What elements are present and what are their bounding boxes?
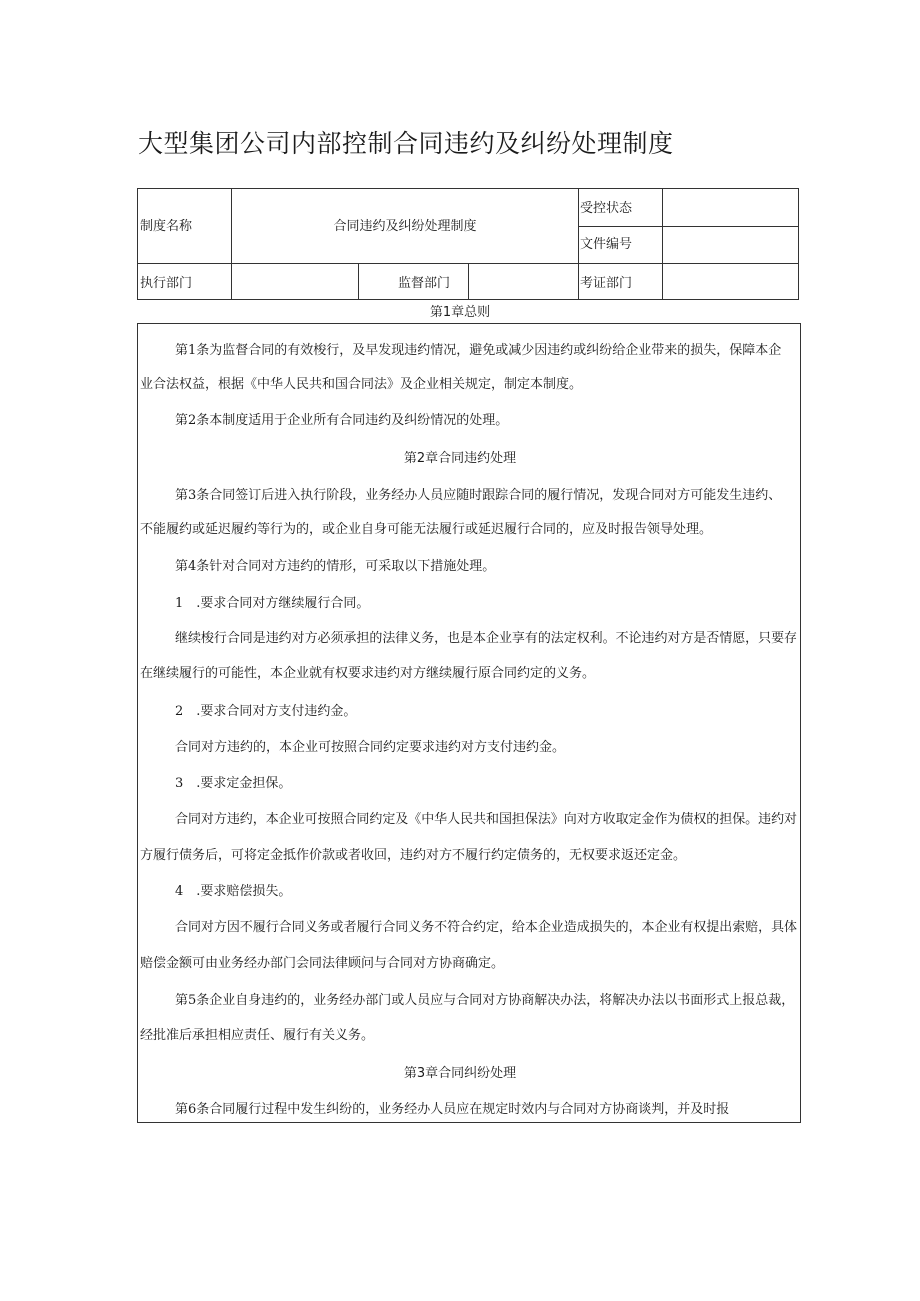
meta-divider <box>578 189 579 299</box>
paragraph-line: 不能履约或延迟履约等行为的，或企业自身可能无法履行或延迟履行合同的，应及时报告领导处理。 <box>140 522 713 537</box>
paragraph-line: 经批准后承担相应责任、履行有关义务。 <box>140 1028 375 1043</box>
meta-divider <box>578 226 799 227</box>
paragraph-line: 继续梭行合同是违约对方必须承担的法律义务，也是本企业享有的法定权利。不论违约对方是否情愿，只要存 <box>175 631 798 646</box>
meta-name-value: 合同违约及纠纷处理制度 <box>333 219 477 234</box>
meta-divider <box>468 263 469 299</box>
list-item: 4 .要求赔偿损失。 <box>175 884 292 899</box>
list-item: 2 .要求合同对方支付违约金。 <box>175 704 357 719</box>
paragraph-line: 方履行债务后，可将定金抵作价款或者收回，违约对方不履行约定债务的，无权要求返还定金。 <box>140 848 687 863</box>
paragraph-line: 第1条为监督合同的有效梭行，及早发现违约情况，避免或减少因违约或纠纷给企业带来的损失，保障本企 <box>175 343 782 358</box>
paragraph-line: 第4条针对合同对方违约的情形，可采取以下措施处理。 <box>175 559 496 574</box>
meta-exec-dept-label: 执行部门 <box>140 276 193 291</box>
meta-supervise-dept-label: 监督部门 <box>398 276 451 291</box>
meta-doc-no-label: 文件编号 <box>580 237 633 252</box>
chapter-heading: 第2章合同违约处理 <box>403 451 517 466</box>
paragraph-line: 赔偿金额可由业务经办部门会同法律顾问与合同对方协商确定。 <box>140 956 505 971</box>
paragraph-line: 第3条合同签订后进入执行阶段，业务经办人员应随时跟踪合同的履行情况，发现合同对方可能发生违约、 <box>175 488 782 503</box>
paragraph-line: 第5条企业自身违约的，业务经办部门或人员应与合同对方协商解决办法，将解决办法以书面形式上报总裁， <box>175 993 795 1008</box>
meta-divider <box>662 189 663 299</box>
paragraph-line: 第2条本制度适用于企业所有合同违约及纠纷情况的处理。 <box>175 413 509 428</box>
meta-divider <box>231 189 232 299</box>
list-item: 3 .要求定金担保。 <box>175 776 292 791</box>
meta-control-status-label: 受控状态 <box>580 201 633 216</box>
paragraph-line: 在继续履行的可能性，本企业就有权要求违约对方继续履行原合同约定的义务。 <box>140 666 596 681</box>
list-item: 1 .要求合同对方继续履行合同。 <box>175 596 370 611</box>
paragraph-line: 合同对方违约的，本企业可按照合同约定要求违约对方支付违约金。 <box>175 740 566 755</box>
chapter-heading: 第1章总则 <box>429 305 491 320</box>
paragraph-line: 业合法权益，根据《中华人民共和国合同法》及企业相关规定，制定本制度。 <box>140 377 583 392</box>
chapter-heading: 第3章合同纠纷处理 <box>403 1066 517 1081</box>
meta-table <box>137 188 799 300</box>
paragraph-line: 第6条合同履行过程中发生纠纷的，业务经办人员应在规定时效内与合同对方协商谈判，并及时报 <box>175 1102 730 1117</box>
meta-name-label: 制度名称 <box>140 219 193 234</box>
paragraph-line: 合同对方因不履行合同义务或者履行合同义务不符合约定，给本企业造成损失的，本企业有权提出索赔，具体 <box>175 920 798 935</box>
meta-divider <box>358 263 359 299</box>
document-title: 大型集团公司内部控制合同违约及纠纷处理制度 <box>138 129 674 158</box>
paragraph-line: 合同对方违约，本企业可按照合同约定及《中华人民共和国担保法》向对方收取定金作为债权的担保。违约对 <box>175 812 798 827</box>
meta-audit-dept-label: 考证部门 <box>580 276 633 291</box>
